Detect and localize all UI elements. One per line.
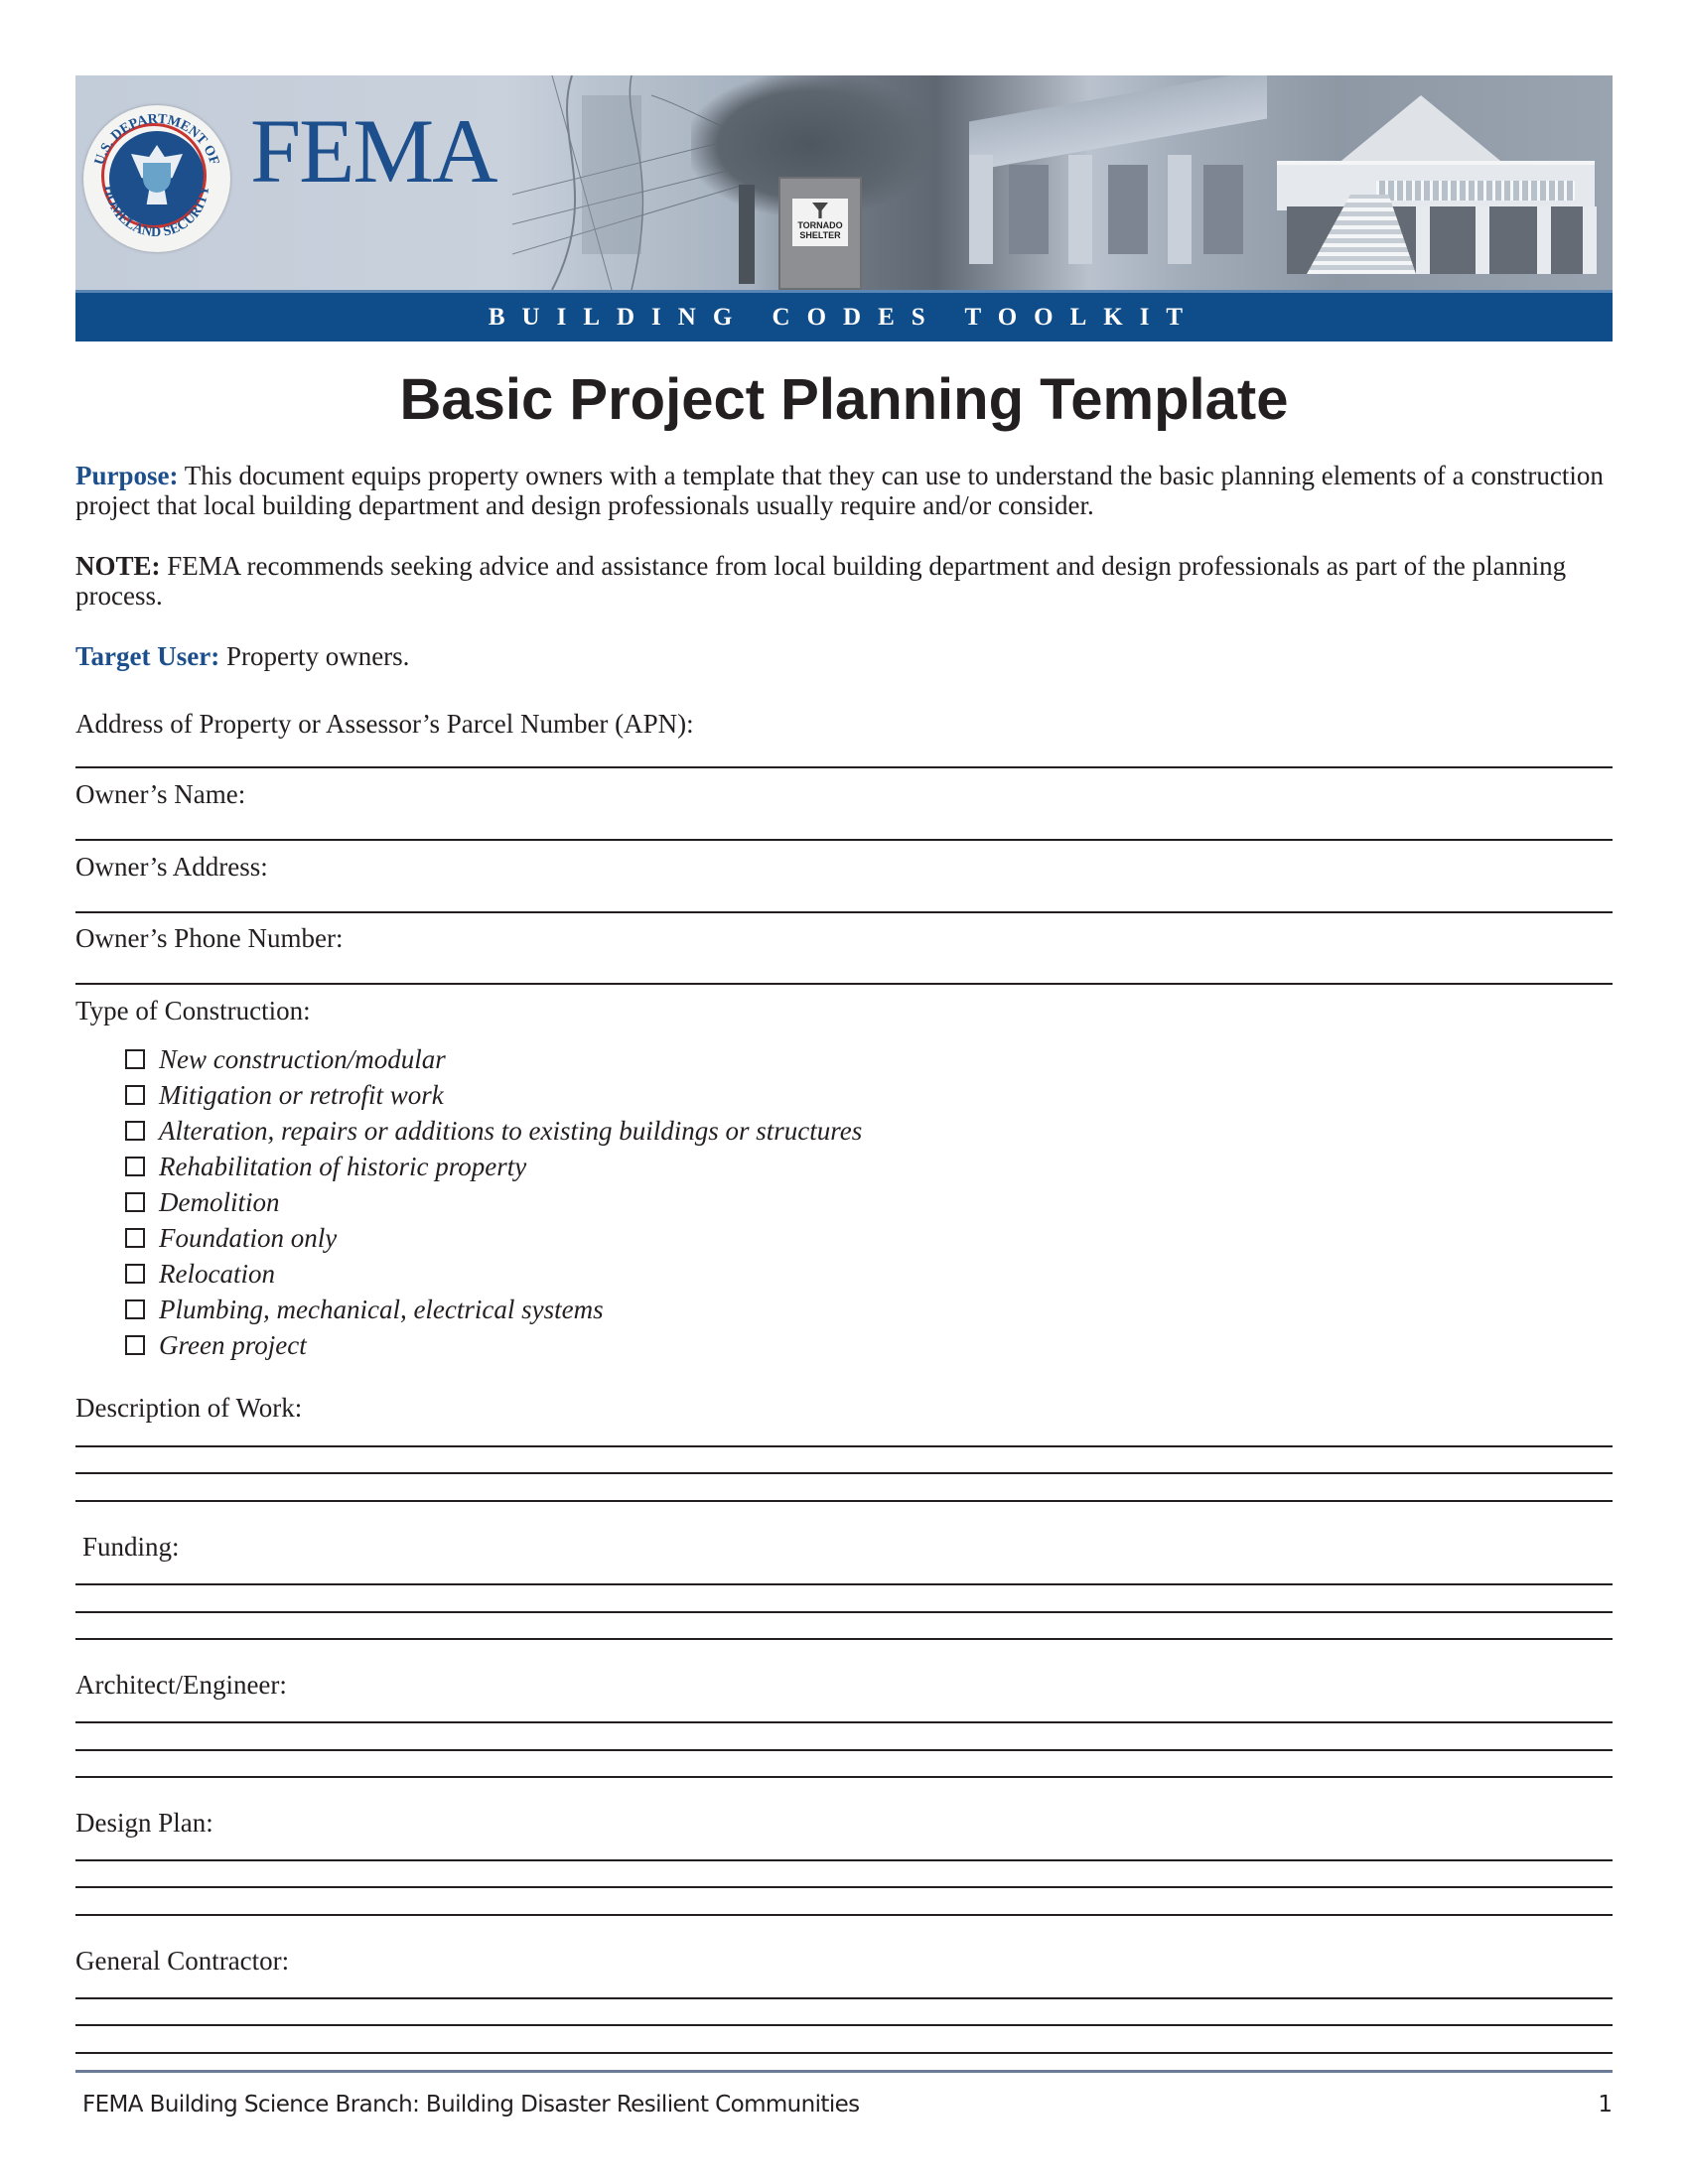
checkbox-icon[interactable] (125, 1264, 145, 1284)
footer-divider (75, 2070, 1613, 2073)
architect-line-1[interactable] (75, 1721, 1613, 1723)
checkbox-label: Plumbing, mechanical, electrical systems (159, 1295, 604, 1324)
description-line-1[interactable] (75, 1445, 1613, 1447)
checkbox-plumbing-mechanical-electrical[interactable] (125, 1293, 604, 1326)
checkbox-icon[interactable] (125, 1085, 145, 1105)
checkbox-label: Mitigation or retrofit work (159, 1080, 444, 1110)
checkbox-icon[interactable] (125, 1049, 145, 1069)
contractor-line-2[interactable] (75, 2024, 1613, 2026)
tree-trunk-image (739, 185, 755, 284)
purpose-paragraph (75, 461, 1615, 520)
tornado-shelter-sign-image (778, 177, 862, 290)
fema-wordmark: FEMA (250, 100, 496, 202)
note-label: NOTE: (75, 551, 161, 581)
checkbox-foundation-only[interactable] (125, 1221, 337, 1255)
note-paragraph (75, 551, 1615, 611)
apn-field-label: Address of Property or Assessor’s Parcel Number (APN): (75, 709, 694, 739)
banner-photo-collage (75, 75, 1613, 290)
design-plan-line-2[interactable] (75, 1886, 1613, 1888)
funding-line-3[interactable] (75, 1638, 1613, 1640)
footer-text: FEMA Building Science Branch: Building Disaster Resilient Communities (82, 2092, 860, 2117)
description-line-2[interactable] (75, 1472, 1613, 1474)
target-user-text: Property owners. (225, 641, 410, 671)
general-contractor-label: General Contractor: (75, 1946, 290, 1976)
contractor-line-1[interactable] (75, 1997, 1613, 1999)
owner-phone-field-label: Owner’s Phone Number: (75, 923, 344, 953)
design-plan-line-3[interactable] (75, 1914, 1613, 1916)
owner-address-field-line[interactable] (75, 911, 1613, 913)
owner-phone-field-line[interactable] (75, 983, 1613, 985)
tornado-shelter-label: TORNADO SHELTER (792, 199, 848, 246)
checkbox-icon[interactable] (125, 1157, 145, 1176)
svg-text:HOMELAND SECURITY: HOMELAND SECURITY (100, 185, 213, 241)
description-line-3[interactable] (75, 1500, 1613, 1502)
checkbox-icon[interactable] (125, 1192, 145, 1212)
owner-name-field-line[interactable] (75, 839, 1613, 841)
checkbox-alteration-repairs[interactable] (125, 1114, 862, 1148)
checkbox-icon[interactable] (125, 1228, 145, 1248)
dhs-seal-logo (83, 105, 230, 252)
description-of-work-label: Description of Work: (75, 1393, 303, 1423)
checkbox-demolition[interactable] (125, 1185, 280, 1219)
contractor-line-3[interactable] (75, 2052, 1613, 2054)
funding-line-1[interactable] (75, 1583, 1613, 1585)
checkbox-label: Green project (159, 1330, 307, 1360)
checkbox-label: New construction/modular (159, 1044, 446, 1074)
owner-name-field-label: Owner’s Name: (75, 779, 246, 809)
checkbox-new-construction[interactable] (125, 1042, 446, 1076)
toolkit-band (75, 290, 1613, 341)
owner-address-field-label: Owner’s Address: (75, 852, 268, 882)
purpose-label: Purpose: (75, 461, 179, 490)
checkbox-icon[interactable] (125, 1335, 145, 1355)
checkbox-icon[interactable] (125, 1121, 145, 1141)
architect-line-2[interactable] (75, 1749, 1613, 1751)
checkbox-label: Foundation only (159, 1223, 338, 1253)
checkbox-rehabilitation-historic[interactable] (125, 1150, 526, 1183)
svg-text:U.S. DEPARTMENT OF: U.S. DEPARTMENT OF (91, 111, 222, 168)
architect-engineer-label: Architect/Engineer: (75, 1670, 287, 1700)
checkbox-green-project[interactable] (125, 1328, 307, 1362)
checkbox-relocation[interactable] (125, 1257, 275, 1291)
design-plan-label: Design Plan: (75, 1808, 213, 1838)
building-image (949, 95, 1277, 274)
page-title: Basic Project Planning Template (399, 367, 1289, 432)
checkbox-mitigation-retrofit[interactable] (125, 1078, 444, 1112)
target-user-paragraph (75, 641, 1615, 671)
note-text: FEMA recommends seeking advice and assistance from local building department and design professionals as part of the planning process. (75, 551, 1567, 611)
checkbox-label: Alteration, repairs or additions to existing buildings or structures (159, 1116, 863, 1146)
checkbox-label: Rehabilitation of historic property (159, 1152, 527, 1181)
checkbox-label: Relocation (159, 1259, 275, 1289)
checkbox-label: Demolition (159, 1187, 280, 1217)
target-user-label: Target User: (75, 641, 220, 671)
funding-label: Funding: (82, 1532, 180, 1562)
page-number: 1 (1598, 2092, 1613, 2117)
purpose-text: This document equips property owners with a template that they can use to understand the basic planning elements of a construction project that local building department and design professionals usually require and/or consider. (75, 461, 1604, 520)
apn-field-line[interactable] (75, 766, 1613, 768)
checkbox-icon[interactable] (125, 1299, 145, 1319)
header-banner (75, 75, 1613, 341)
design-plan-line-1[interactable] (75, 1859, 1613, 1861)
funding-line-2[interactable] (75, 1611, 1613, 1613)
elevated-house-image (1277, 95, 1595, 284)
construction-type-label: Type of Construction: (75, 996, 311, 1025)
toolkit-label: BUILDING CODES TOOLKIT (488, 304, 1200, 331)
architect-line-3[interactable] (75, 1776, 1613, 1778)
